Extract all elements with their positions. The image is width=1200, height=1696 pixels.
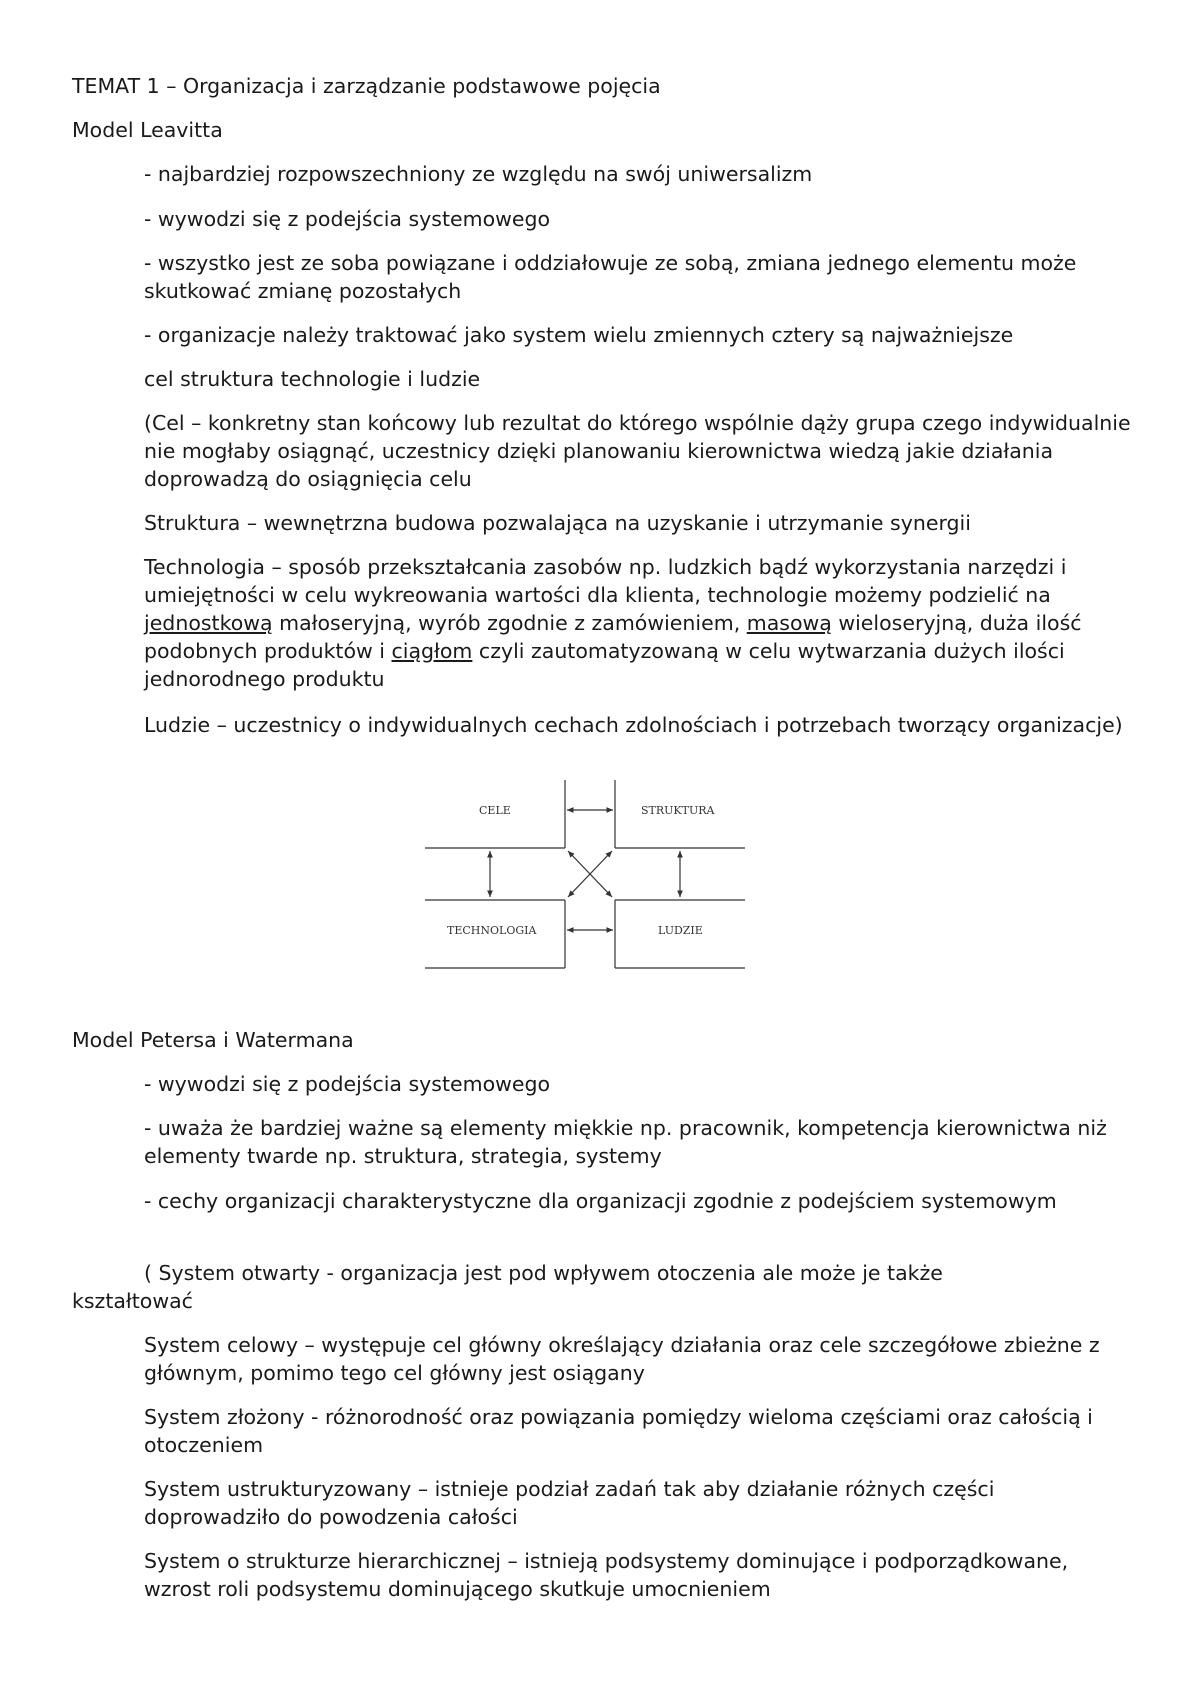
system-celowy: System celowy – występuje cel główny określający działania oraz cele szczegółowe zbieżne z głównym, pomimo tego cel główny jest osiągany — [144, 1333, 1100, 1385]
diagram-label-technologia: TECHNOLOGIA — [447, 924, 537, 937]
tech-text-4: czyli zautomatyzowaną w celu wytwarzania dużych ilości jednorodnego produktu — [144, 639, 1065, 691]
ludzie-definition: Ludzie – uczestnicy o indywidualnych cechach zdolnościach i potrzebach tworzący organizacje) — [144, 713, 1123, 737]
tech-text-3: wieloseryjną, duża ilość podobnych produktów i — [144, 611, 1082, 663]
cel-definition: (Cel – konkretny stan końcowy lub rezultat do którego wspólnie dąży grupa czego indywidualnie nie mogłaby osiągnąć, uczestnicy dzięki planowaniu kierownictwa wiedzą jakie działania doprowadzą do osiągnięcia celu — [144, 411, 1131, 491]
system-otwarty-line-1: ( System otwarty - organizacja jest pod wpływem otoczenia ale może je także — [144, 1261, 943, 1285]
peters-heading: Model Petersa i Watermana — [72, 1028, 354, 1052]
struktura-definition: Struktura – wewnętrzna budowa pozwalająca na uzyskanie i utrzymanie synergii — [144, 511, 971, 535]
system-otwarty-line-2: kształtować — [72, 1289, 193, 1313]
leavitt-bullet-4: - organizacje należy traktować jako system wielu zmiennych cztery są najważniejsze — [144, 323, 1014, 347]
system-zlozony: System złożony - różnorodność oraz powiązania pomiędzy wieloma częściami oraz całością i otoczeniem — [144, 1405, 1093, 1457]
diagram-label-struktura: STRUKTURA — [641, 804, 715, 817]
tech-text-2: małoseryjną, wyrób zgodnie z zamówieniem, — [272, 611, 747, 635]
leavitt-diagram — [425, 780, 755, 970]
peters-bullet-2: - uważa że bardziej ważne są elementy miękkie np. pracownik, kompetencja kierownictwa niż elementy twarde np. struktura, strategia, systemy — [144, 1116, 1107, 1168]
leavitt-heading: Model Leavitta — [72, 118, 223, 142]
leavitt-bullet-3: - wszystko jest ze soba powiązane i oddziałowuje ze sobą, zmiana jednego elementu może skutkować zmianę pozostałych — [144, 251, 1077, 303]
peters-bullet-3: - cechy organizacji charakterystyczne dla organizacji zgodnie z podejściem systemowym — [144, 1189, 1057, 1213]
peters-bullet-1: - wywodzi się z podejścia systemowego — [144, 1072, 551, 1096]
technologia-definition — [144, 553, 1134, 693]
leavitt-variables: cel struktura technologie i ludzie — [144, 367, 481, 391]
leavitt-bullet-1: - najbardziej rozpowszechniony ze względu na swój uniwersalizm — [144, 162, 813, 186]
tech-text-1: Technologia – sposób przekształcania zasobów np. ludzkich bądź wykorzystania narzędzi i umiejętności w celu wykreowania wartości dla klienta, technologie możemy podzielić na — [144, 555, 1067, 607]
tech-underlined-masowa: masową — [746, 611, 832, 635]
diagram-label-ludzie: LUDZIE — [658, 924, 703, 937]
diagram-label-cele: CELE — [479, 804, 511, 817]
leavitt-diagram-svg — [425, 780, 755, 970]
leavitt-bullet-2: - wywodzi się z podejścia systemowego — [144, 207, 551, 231]
tech-underlined-ciaglom: ciągłom — [391, 639, 473, 663]
tech-underlined-jednostkowa: jednostkową — [144, 611, 273, 635]
system-hierarchiczny: System o strukturze hierarchicznej – istnieją podsystemy dominujące i podporządkowane, wzrost roli podsystemu dominującego skutkuje umocnieniem — [144, 1549, 1069, 1601]
page-title: TEMAT 1 – Organizacja i zarządzanie podstawowe pojęcia — [72, 74, 661, 98]
system-ustrukturyzowany: System ustrukturyzowany – istnieje podział zadań tak aby działanie różnych części doprowadziło do powodzenia całości — [144, 1477, 995, 1529]
